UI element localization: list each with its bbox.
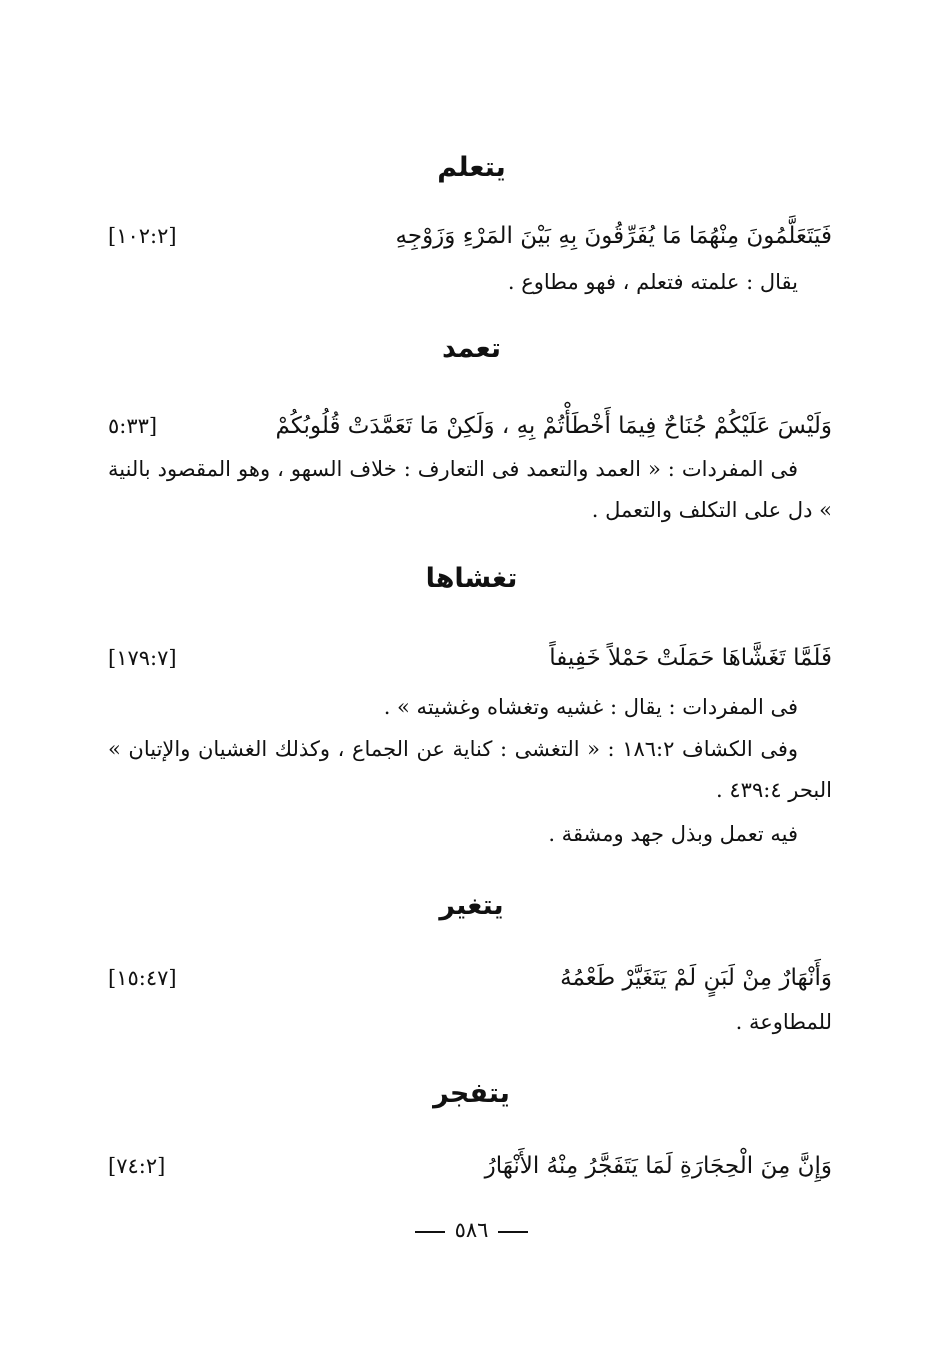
verse-reference: [١٠٢:٢]: [108, 224, 177, 248]
commentary-paragraph: للمطاوعة .: [735, 1010, 832, 1034]
dash-decoration: [498, 1231, 528, 1233]
commentary-paragraph: فيه تعمل وبذل جهد ومشقة .: [548, 822, 798, 846]
quran-verse: وَلَيْسَ عَلَيْكُمْ جُنَاحٌ فِيمَا أَخْطَأْتُمْ بِهِ ، وَلَكِنْ مَا تَعَمَّدَتْ قُلُوبُكُمْ: [275, 413, 832, 439]
commentary-paragraph: فى المفردات : « العمد والتعمد فى التعارف : خلاف السهو ، وهو المقصود بالنية » دل على التكلف والتعمل .: [108, 457, 832, 522]
page-number-line: [0, 1218, 943, 1242]
commentary-paragraph: فى المفردات : يقال : غشيه وتغشاه وغشيته » .: [383, 695, 798, 719]
dash-decoration: [415, 1231, 445, 1233]
verse-reference: [١٥:٤٧]: [108, 966, 177, 990]
verse-line: [108, 216, 832, 256]
verse-reference: [٥:٣٣: [108, 414, 158, 438]
verse-line: [108, 638, 832, 678]
entry-heading: يتعلم: [437, 152, 506, 183]
verse-reference: [١٧٩:٧]: [108, 646, 177, 670]
quran-verse: فَيَتَعَلَّمُونَ مِنْهُمَا مَا يُفَرِّقُونَ بِهِ بَيْنَ المَرْءِ وَزَوْجِهِ: [395, 223, 832, 249]
quran-verse: فَلَمَّا تَغَشَّاهَا حَمَلَتْ حَمْلاً خَفِيفاً: [549, 645, 832, 671]
verse-line: [108, 1146, 832, 1186]
quran-verse: وَأَنْهَارٌ مِنْ لَبَنٍ لَمْ يَتَغَيَّرْ طَعْمُهُ: [560, 965, 832, 991]
quran-verse: وَإِنَّ مِنَ الْحِجَارَةِ لَمَا يَتَفَجَّرُ مِنْهُ الأَنْهَارُ: [484, 1153, 832, 1179]
entry-heading: يتفجر: [433, 1078, 510, 1109]
verse-line: [108, 958, 832, 998]
commentary-paragraph: وفى الكشاف ١٨٦:٢ : « التغشى : كناية عن الجماع ، وكذلك الغشيان والإتيان » البحر ٤٣٩:٤ .: [108, 737, 832, 802]
commentary-paragraph: يقال : علمته فتعلم ، فهو مطاوع .: [507, 270, 798, 294]
verse-reference: [٧٤:٢]: [108, 1154, 166, 1178]
verse-line: [108, 406, 832, 446]
entry-heading: يتغير: [439, 890, 504, 921]
entry-heading: تعمد: [441, 333, 502, 364]
page-number: ٥٨٦: [454, 1218, 489, 1242]
entry-heading: تغشاها: [425, 563, 518, 594]
